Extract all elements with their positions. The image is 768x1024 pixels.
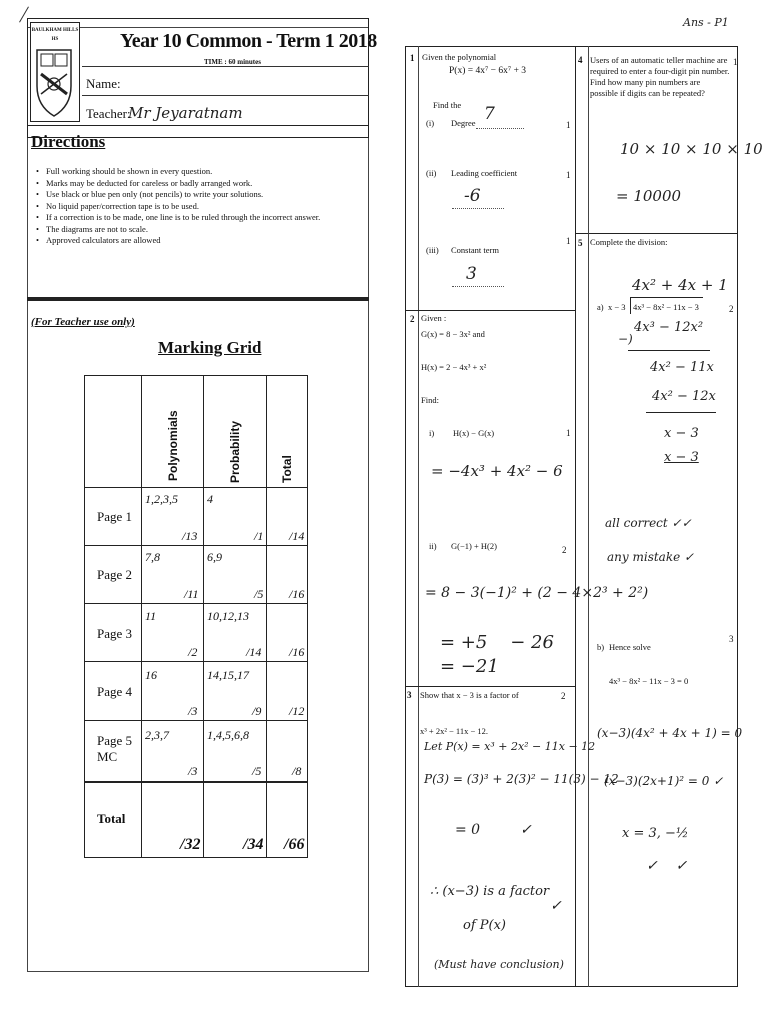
column-header-total: Total [280,455,294,483]
divider [27,125,369,126]
q3-polynomial: x³ + 2x² − 11x − 12. [420,726,489,736]
prob-max: /5 [254,587,264,601]
overall-total: /66 [284,836,305,853]
section-divider [27,297,369,301]
mark-value: 1 [566,120,571,130]
answer-line [452,286,504,287]
directions-title: Directions [31,132,106,151]
prob-questions: 10,12,13 [207,609,249,623]
poly-max: /2 [188,645,198,659]
directions-list [34,166,364,247]
mark-value: 1 [733,57,738,67]
question-divider [405,310,575,311]
q5-b-working: (x−3)(4x² + 4x + 1) = 0 [597,726,743,740]
prob-questions: 4 [207,492,213,506]
q1-part-label: (ii) [426,168,437,178]
answer-line [476,128,524,129]
question-divider [575,233,738,234]
exam-time: TIME : 60 minutes [204,58,261,66]
prob-questions: 14,15,17 [207,668,249,682]
q1-part-text: Leading coefficient [451,168,518,178]
q1-part-text: Degree [451,118,476,128]
tick-mark: ✓ [520,822,532,838]
q3-note: (Must have conclusion) [434,958,564,971]
q3-working: P(3) = (3)³ + 2(3)² − 11(3) − 12 [424,772,619,786]
column-header-probability: Probability [228,420,242,483]
q5-b-text: Hence solve [609,642,651,652]
total-max: /12 [289,704,305,718]
q3-working: Let P(x) = x³ + 2x² − 11x − 12 [424,740,596,753]
column-header-polynomials: Polynomials [166,410,180,481]
mark-value: 1 [566,236,571,246]
q4-working: 10 × 10 × 10 × 10 [620,140,763,158]
qnum-rule [418,46,419,987]
prob-max: /1 [254,529,264,543]
row-label: Page 2 [97,567,133,582]
q3-working: = 0 [455,822,481,838]
direction-item: • The diagrams are not to scale. [34,224,364,236]
poly-questions: 2,3,7 [145,728,169,742]
teacher-value: Mr Jeyaratnam [128,104,243,122]
name-row [82,66,369,96]
q5-b-equation: 4x³ − 8x² − 11x − 3 = 0 [609,676,689,686]
direction-item: • Approved calculators are allowed [34,235,364,247]
grid-line [84,603,308,604]
q4-text: Users of an automatic teller machine are required to enter a four-digit pin number. Find how many pin numbers are possible if digits can be repeated? [590,55,730,98]
work-line [646,412,716,413]
row-label: Page 4 [97,684,133,699]
prob-questions: 6,9 [207,550,222,564]
q5-divisor: x − 3 [608,302,626,312]
grid-line [84,720,308,721]
total-max: /14 [289,529,305,543]
q1-part-text: Constant term [451,245,499,255]
row-label: Page 1 [97,509,133,524]
q4-answer: = 10000 [616,187,682,205]
qnum-rule [588,46,589,987]
school-logo [30,22,80,122]
row-label: Page 3 [97,626,133,641]
question-divider [405,686,575,687]
q1-part-label: (i) [426,118,435,128]
q1-find: Find the [433,100,462,110]
poly-max: /3 [188,764,198,778]
q1-part-label: (iii) [426,245,439,255]
grid-line [84,487,308,488]
q3-conclusion: ∴ (x−3) is a factor [430,884,550,899]
poly-max: /13 [182,529,198,543]
q5-b-working: (x−3)(2x+1)² = 0 ✓ [604,774,724,788]
direction-item: • No liquid paper/correction tape is to be used. [34,201,364,213]
question-number: 2 [410,314,415,324]
grid-line [266,375,267,858]
prob-max: /9 [252,704,262,718]
q3-text: Show that x − 3 is a factor of [420,690,519,700]
q5-b-answer: x = 3, −½ [622,826,689,841]
mark-value: 1 [566,428,571,438]
question-number: 5 [578,238,583,248]
prob-max: /14 [246,645,262,659]
direction-item: • Use black or blue pen only (not pencils) to write your solutions. [34,189,364,201]
q1-intro: Given the polynomial [422,52,497,62]
q2-g: G(x) = 8 − 3x² and [421,329,485,339]
teacher-use-label: (For Teacher use only) [31,316,135,328]
q2-i-answer: = −4x³ + 4x² − 6 [431,462,563,480]
grid-line [84,545,308,546]
crest-icon [31,44,77,124]
marking-note: all correct ✓✓ [605,516,692,530]
q5-step: x − 3 [664,426,699,441]
grid-line [141,375,142,858]
q1-answer-coefficient: -6 [464,186,481,206]
column-divider [575,46,576,987]
question-number: 3 [407,690,412,700]
q5-part-label: a) [597,302,604,312]
q5-title: Complete the division: [590,237,668,247]
q2-find: Find: [421,395,439,405]
total-max: /16 [289,645,305,659]
q2-h: H(x) = 2 − 4x³ + x² [421,362,487,372]
q2-part-label: i) [429,428,435,438]
q5-step: x − 3 [664,450,699,465]
mark-value: 1 [566,170,571,180]
exam-title: Year 10 Common - Term 1 2018 [120,30,377,52]
total-max: /16 [289,587,305,601]
q3-conclusion: of P(x) [463,918,506,933]
prob-max: /5 [252,764,262,778]
q5-quotient: 4x² + 4x + 1 [632,276,728,294]
poly-questions: 1,2,3,5 [145,492,178,506]
mark-value: 3 [729,634,734,644]
q2-part-label: ii) [429,541,437,551]
marking-grid-title: Marking Grid [158,338,262,357]
grid-line [203,375,204,858]
q5-dividend: 4x³ − 8x² − 11x − 3 [633,302,699,312]
grid-line [84,781,308,783]
direction-item: • Full working should be shown in every question. [34,166,364,178]
q2-ii-working: = +5 − 26 [440,632,554,653]
q5-step: 4x² − 12x [652,389,716,404]
question-number: 1 [410,53,415,63]
logo-text: BAULKHAM HILLS HS [31,28,79,42]
corner-page-note: Ans - P1 [683,16,729,29]
q2-given: Given : [421,313,447,323]
q2-ii-answer: = −21 [440,656,499,677]
q2-part-text: G(−1) + H(2) [451,541,497,551]
poly-questions: 16 [145,668,157,682]
direction-item: • Marks may be deducted for careless or badly arranged work. [34,178,364,190]
prob-questions: 1,4,5,6,8 [207,728,249,742]
name-label: Name: [86,76,121,91]
poly-questions: 7,8 [145,550,160,564]
mark-value: 2 [561,691,566,701]
q1-answer-constant: 3 [466,264,477,284]
poly-max: /11 [184,587,199,601]
marking-note: any mistake ✓ [607,550,695,564]
poly-max: /3 [188,704,198,718]
poly-total: /32 [180,836,201,853]
row-label: Page 5 MC [97,733,133,764]
q5-minus: −) [618,332,633,346]
tick-mark: ✓ ✓ [646,858,688,874]
total-row-label: Total [97,811,126,826]
poly-questions: 11 [145,609,157,623]
answer-line [452,208,504,209]
prob-total: /34 [243,836,264,853]
q5-step: 4x² − 11x [650,360,714,375]
tick-mark: ✓ [550,898,562,914]
marking-grid [84,375,308,858]
mark-value: 2 [729,304,734,314]
direction-item: • If a correction is to be made, one line is to be ruled through the incorrect answer. [34,212,364,224]
mark-value: 2 [562,545,567,555]
q1-answer-degree: 7 [484,104,495,124]
total-max: /8 [292,764,302,778]
work-line [628,350,710,351]
grid-line [84,661,308,662]
q1-polynomial: P(x) = 4x⁷ − 6x⁷ + 3 [449,66,527,76]
q5-step: 4x³ − 12x² [634,320,704,335]
q2-ii-working: = 8 − 3(−1)² + (2 − 4×2³ + 2²) [425,585,649,601]
teacher-label: Teacher: [86,106,131,121]
question-number: 4 [578,55,583,65]
q2-part-text: H(x) − G(x) [453,428,495,438]
q5-part-label: b) [597,642,605,652]
